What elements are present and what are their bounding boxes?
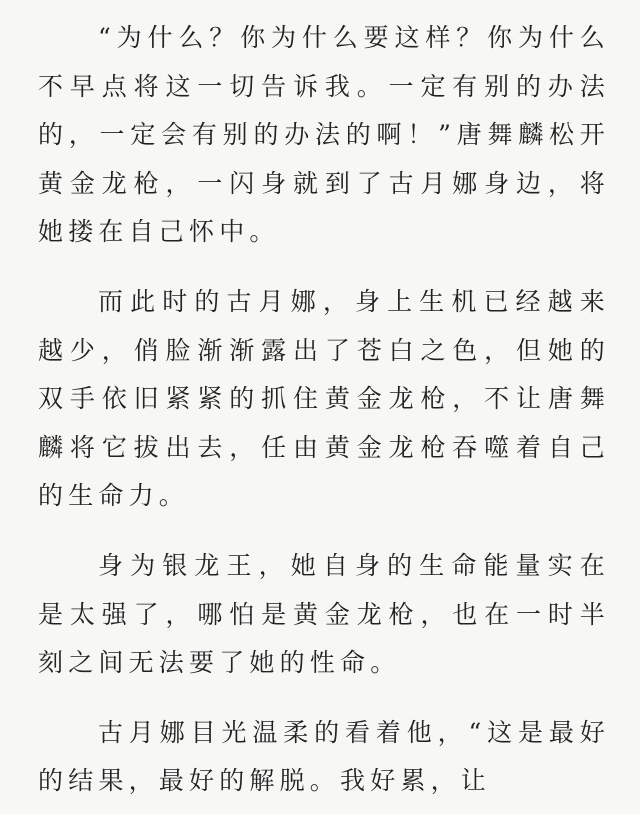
paragraph-1: “为什么？你为什么要这样？你为什么不早点将这一切告诉我。一定有别的办法的，一定会有别的办法的啊！”唐舞麟松开黄金龙枪，一闪身就到了古月娜身边，将她搂在自己怀中。: [38, 23, 610, 247]
paragraph-4: 古月娜目光温柔的看着他，“这是最好的结果，最好的解脱。我好累，让: [38, 717, 610, 796]
paragraph-3: 身为银龙王，她自身的生命能量实在是太强了，哪怕是黄金龙枪，也在一时半刻之间无法要了她的性命。: [38, 550, 610, 678]
paragraph-2: 而此时的古月娜，身上生机已经越来越少，俏脸渐渐露出了苍白之色，但她的双手依旧紧紧的抓住黄金龙枪，不让唐舞麟将它拔出去，任由黄金龙枪吞噬着自己的生命力。: [38, 286, 610, 511]
